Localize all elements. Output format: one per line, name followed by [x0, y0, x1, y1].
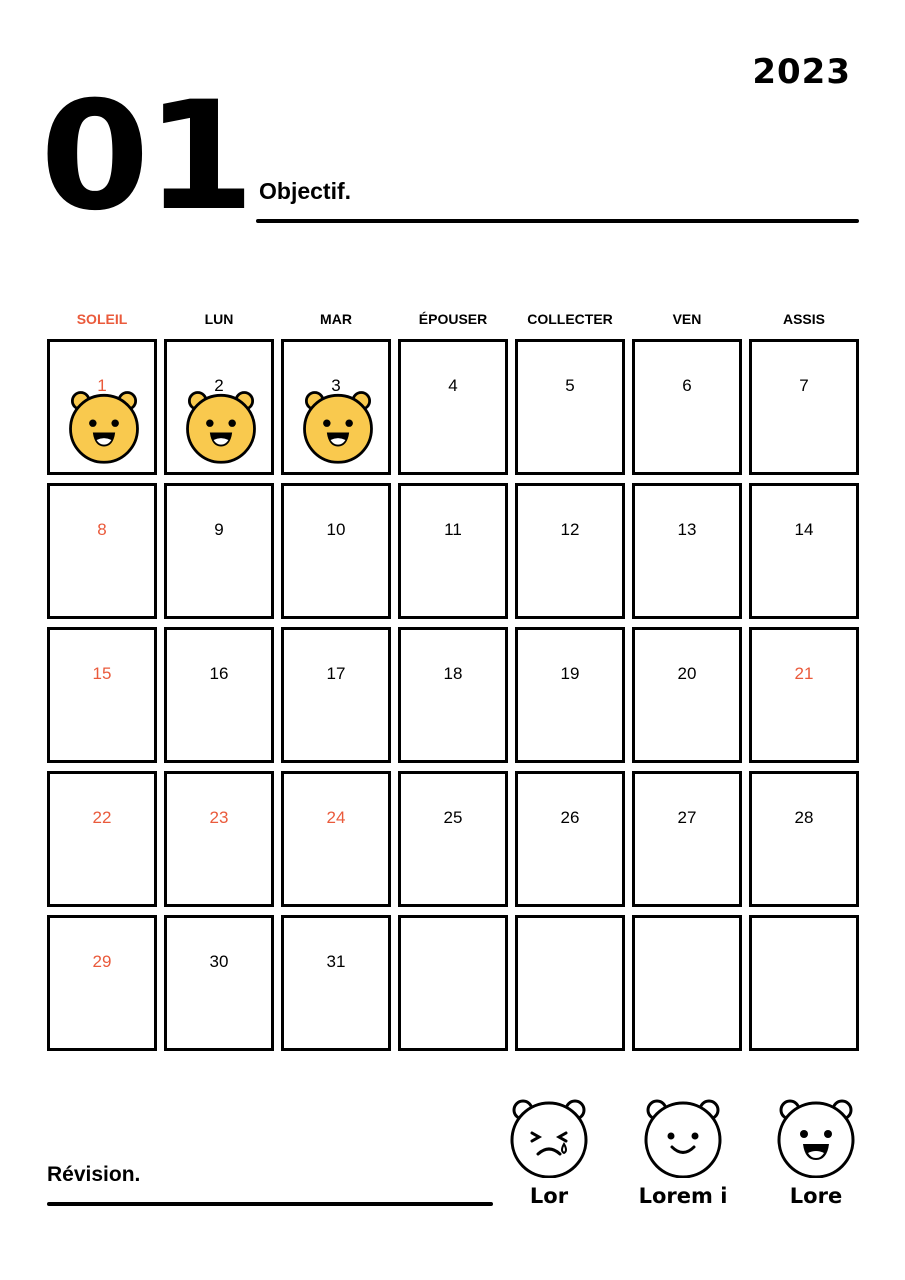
calendar-day-cell[interactable]: [749, 483, 859, 619]
day-number: 20: [677, 664, 697, 683]
bear-sticker-icon: [64, 386, 144, 466]
calendar-day-cell[interactable]: [164, 627, 274, 763]
calendar-day-cell[interactable]: [164, 339, 274, 475]
mood-option-very-happy[interactable]: [756, 1096, 876, 1208]
calendar-day-cell[interactable]: [632, 339, 742, 475]
calendar-day-cell[interactable]: [281, 483, 391, 619]
calendar-grid: [47, 339, 859, 1051]
day-number: 19: [560, 664, 580, 683]
weekday-label: SOLEIL: [76, 311, 128, 327]
calendar-day-cell[interactable]: [398, 339, 508, 475]
calendar-day-cell[interactable]: [515, 339, 625, 475]
calendar-day-cell[interactable]: [749, 915, 859, 1051]
calendar-day-cell[interactable]: [749, 627, 859, 763]
day-number: 13: [677, 520, 697, 539]
day-number: 18: [443, 664, 463, 683]
day-number: 12: [560, 520, 580, 539]
calendar-day-cell[interactable]: [398, 483, 508, 619]
day-number: 24: [326, 808, 346, 827]
calendar-day-cell[interactable]: [632, 771, 742, 907]
day-number: 10: [326, 520, 346, 539]
day-number: 7: [799, 376, 809, 395]
laughing-bear-icon: [773, 1096, 859, 1178]
day-number: 11: [444, 520, 462, 539]
day-number: 23: [209, 808, 229, 827]
calendar-day-cell[interactable]: [515, 483, 625, 619]
calendar-day-cell[interactable]: [281, 771, 391, 907]
calendar-day-cell[interactable]: [281, 915, 391, 1051]
smiling-bear-icon: [640, 1096, 726, 1178]
calendar-day-cell[interactable]: [398, 915, 508, 1051]
review-writing-line: [47, 1202, 493, 1206]
weekday-label: ASSIS: [782, 311, 825, 327]
weekday-label: MAR: [320, 311, 352, 327]
day-number: 28: [794, 808, 814, 827]
calendar-day-cell[interactable]: [749, 771, 859, 907]
weekday-label: LUN: [204, 311, 234, 327]
calendar-day-cell[interactable]: [47, 483, 157, 619]
day-number: 9: [214, 520, 224, 539]
calendar-day-cell[interactable]: [632, 915, 742, 1051]
year-label: 2023: [752, 52, 851, 92]
mood-label: Lor: [529, 1184, 569, 1208]
goal-writing-line: [256, 219, 859, 223]
day-number: 25: [443, 808, 463, 827]
calendar-day-cell[interactable]: [47, 771, 157, 907]
day-number: 31: [326, 952, 346, 971]
day-number: 8: [97, 520, 107, 539]
day-number: 3: [331, 376, 341, 395]
mood-label: Lore: [789, 1184, 843, 1208]
calendar-day-cell[interactable]: [47, 915, 157, 1051]
calendar-day-cell[interactable]: [632, 627, 742, 763]
weekday-header: [47, 311, 859, 327]
calendar-day-cell[interactable]: [164, 483, 274, 619]
calendar-day-cell[interactable]: [515, 915, 625, 1051]
bear-sticker-icon: [181, 386, 261, 466]
day-number: 27: [677, 808, 697, 827]
day-number: 26: [560, 808, 580, 827]
day-number: 21: [794, 664, 814, 683]
calendar-day-cell[interactable]: [398, 627, 508, 763]
calendar-day-cell[interactable]: [281, 627, 391, 763]
weekday-label: ÉPOUSER: [418, 311, 488, 327]
day-number: 6: [682, 376, 692, 395]
calendar-day-cell[interactable]: [632, 483, 742, 619]
calendar-day-cell[interactable]: [281, 339, 391, 475]
mood-label: Lorem i: [638, 1184, 728, 1208]
calendar-day-cell[interactable]: [749, 339, 859, 475]
day-number: 5: [565, 376, 575, 395]
day-number: 17: [326, 664, 346, 683]
calendar-day-cell[interactable]: [398, 771, 508, 907]
review-label: Révision.: [47, 1163, 141, 1186]
calendar-day-cell[interactable]: [164, 915, 274, 1051]
day-number: 14: [794, 520, 814, 539]
calendar-day-cell[interactable]: [515, 771, 625, 907]
month-number: 01: [40, 70, 251, 244]
day-number: 15: [92, 664, 112, 683]
day-number: 1: [97, 376, 107, 395]
crying-bear-icon: [506, 1096, 592, 1178]
mood-option-happy[interactable]: [623, 1096, 743, 1208]
weekday-label: VEN: [672, 311, 702, 327]
calendar-day-cell[interactable]: [47, 627, 157, 763]
goal-label: Objectif.: [259, 178, 352, 204]
calendar-day-cell[interactable]: [515, 627, 625, 763]
bear-sticker-icon: [298, 386, 378, 466]
day-number: 22: [92, 808, 112, 827]
day-number: 30: [209, 952, 229, 971]
weekday-label: COLLECTER: [527, 311, 613, 327]
calendar-day-cell[interactable]: [47, 339, 157, 475]
day-number: 29: [92, 952, 112, 971]
day-number: 16: [209, 664, 229, 683]
calendar-day-cell[interactable]: [164, 771, 274, 907]
day-number: 2: [214, 376, 224, 395]
mood-option-sad[interactable]: [489, 1096, 609, 1208]
day-number: 4: [448, 376, 458, 395]
